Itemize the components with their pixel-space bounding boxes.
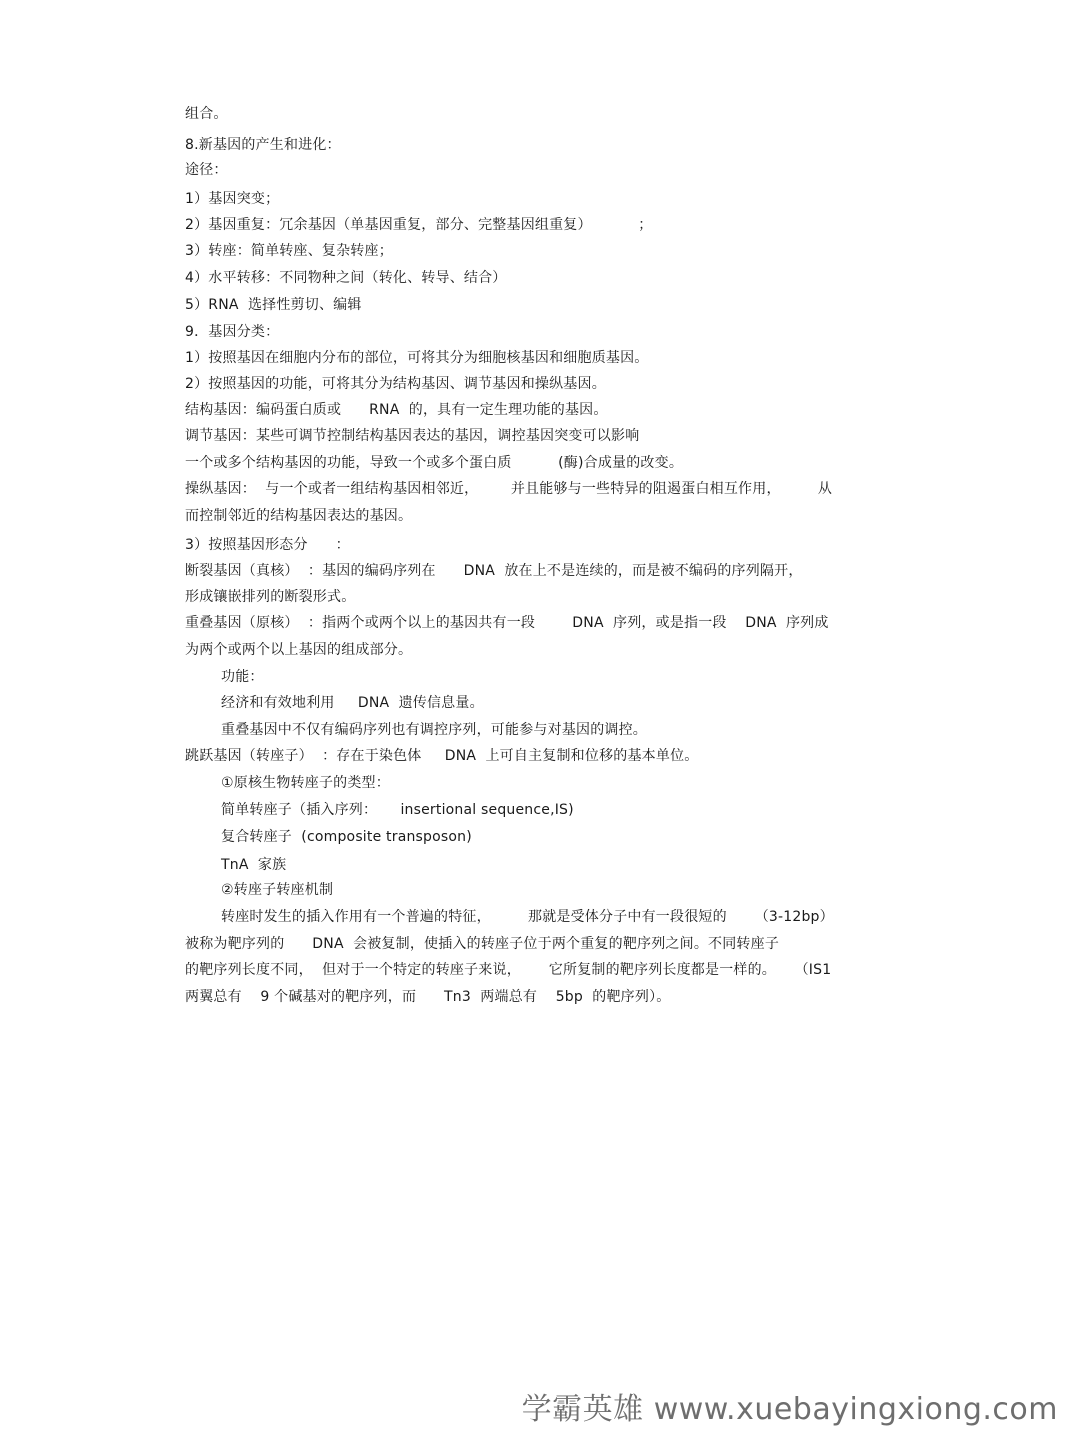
text-line: 为两个或两个以上基因的组成部分。 [185,642,413,658]
text-line: 组合。 [185,106,228,122]
watermark: 学霸英雄 www.xuebayingxiong.com [521,1392,1058,1427]
text-line: 操纵基因： 与一个或者一组结构基因相邻近， 并且能够与一些特异的阻遏蛋白相互作用， 从 [185,481,833,497]
text-line: 经济和有效地利用 DNA 遗传信息量。 [221,695,484,711]
section-heading: 8.新基因的产生和进化： [185,137,341,153]
text-line: 形成镶嵌排列的断裂形式。 [185,589,356,605]
text-line: 重叠基因中不仅有编码序列也有调控序列，可能参与对基因的调控。 [221,722,647,738]
text-line: 被称为靶序列的 DNA 会被复制，使插入的转座子位于两个重复的靶序列之间。不同转座子 [185,936,780,952]
text-line: TnA 家族 [221,857,287,873]
list-item: 4）水平转移：不同物种之间（转化、转导、结合） [185,270,507,286]
list-item: 5）RNA 选择性剪切、编辑 [185,297,362,313]
text-line: 简单转座子（插入序列： insertional sequence,IS) [221,802,574,818]
text-line: 复合转座子 (composite transposon) [221,829,472,845]
text-line: 跳跃基因（转座子） ：存在于染色体 DNA 上可自主复制和位移的基本单位。 [185,748,699,764]
section-heading: 9．基因分类： [185,324,280,340]
text-line: 功能： [221,669,264,685]
text-line: 结构基因：编码蛋白质或 RNA 的，具有一定生理功能的基因。 [185,402,608,418]
text-line: 断裂基因（真核） ：基因的编码序列在 DNA 放在上不是连续的，而是被不编码的序列隔开， [185,563,803,579]
text-line: 转座时发生的插入作用有一个普遍的特征， 那就是受体分子中有一段很短的 （3-12bp） [221,909,834,925]
text-line: 的靶序列长度不同， 但对于一个特定的转座子来说， 它所复制的靶序列长度都是一样的。 （IS1 [185,962,832,978]
list-item: 1）按照基因在细胞内分布的部位，可将其分为细胞核基因和细胞质基因。 [185,350,649,366]
text-line: 两翼总有 9 个碱基对的靶序列，而 Tn3 两端总有 5bp 的靶序列）。 [185,989,671,1005]
list-item: 2）基因重复：冗余基因（单基因重复，部分、完整基因组重复） ； [185,217,653,233]
text-line: 一个或多个结构基因的功能，导致一个或多个蛋白质 (酶)合成量的改变。 [185,455,684,471]
text-line: ②转座子转座机制 [221,882,334,898]
list-item: 1）基因突变； [185,191,280,207]
text-line: ①原核生物转座子的类型： [221,775,390,791]
text-line: 途径： [185,162,228,178]
text-line: 调节基因：某些可调节控制结构基因表达的基因，调控基因突变可以影响 [185,428,640,444]
text-line: 重叠基因（原核） ：指两个或两个以上的基因共有一段 DNA 序列，或是指一段 DNA 序列成 [185,615,829,631]
list-item: 3）按照基因形态分 ： [185,537,350,553]
text-line: 而控制邻近的结构基因表达的基因。 [185,508,413,524]
list-item: 3）转座：简单转座、复杂转座； [185,243,393,259]
list-item: 2）按照基因的功能，可将其分为结构基因、调节基因和操纵基因。 [185,376,606,392]
